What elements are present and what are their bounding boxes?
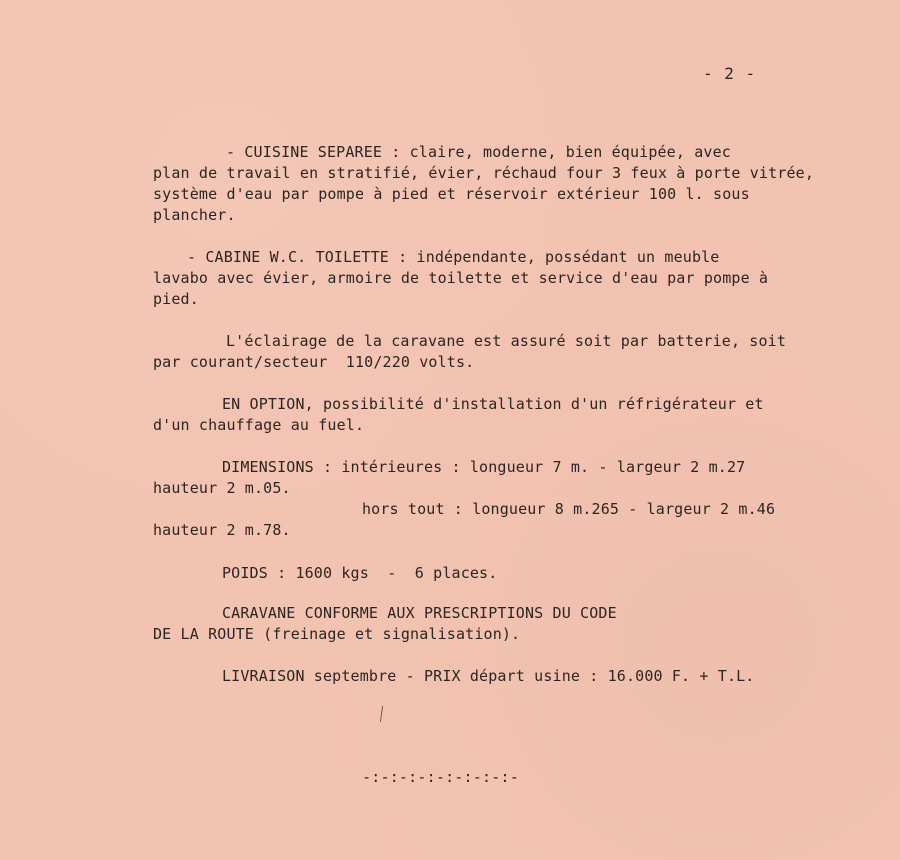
option-line-2: d'un chauffage au fuel. <box>153 416 365 434</box>
conforme-line-1: CARAVANE CONFORME AUX PRESCRIPTIONS DU CODE <box>222 604 617 622</box>
stray-ink-mark <box>380 706 383 722</box>
eclairage-line-2: par courant/secteur 110/220 volts. <box>153 353 475 371</box>
page-number: - 2 - <box>703 64 757 83</box>
poids-line: POIDS : 1600 kgs - 6 places. <box>222 564 498 582</box>
cabine-line-3: pied. <box>153 290 199 308</box>
dimensions-line-2: hauteur 2 m.05. <box>153 479 291 497</box>
cuisine-line-2: plan de travail en stratifié, évier, réchaud four 3 feux à porte vitrée, <box>153 164 815 182</box>
conforme-line-2: DE LA ROUTE (freinage et signalisation). <box>153 625 521 643</box>
cuisine-line-4: plancher. <box>153 206 236 224</box>
dimensions-line-4: hauteur 2 m.78. <box>153 521 291 539</box>
cabine-line-2: lavabo avec évier, armoire de toilette et service d'eau par pompe à <box>153 269 769 287</box>
cuisine-line-1: - CUISINE SEPAREE : claire, moderne, bien équipée, avec <box>226 143 731 161</box>
option-line-1: EN OPTION, possibilité d'installation d'un réfrigérateur et <box>222 395 764 413</box>
livraison-line: LIVRAISON septembre - PRIX départ usine : 16.000 F. + T.L. <box>222 667 755 685</box>
cuisine-line-3: système d'eau par pompe à pied et réservoir extérieur 100 l. sous <box>153 185 750 203</box>
cabine-line-1: - CABINE W.C. TOILETTE : indépendante, possédant un meuble <box>187 248 720 266</box>
eclairage-line-1: L'éclairage de la caravane est assuré soit par batterie, soit <box>226 332 787 350</box>
separator-line: -:-:-:-:-:-:-:-:- <box>362 768 519 786</box>
dimensions-line-1: DIMENSIONS : intérieures : longueur 7 m. - largeur 2 m.27 <box>222 458 746 476</box>
dimensions-line-3: hors tout : longueur 8 m.265 - largeur 2 m.46 <box>362 500 776 518</box>
